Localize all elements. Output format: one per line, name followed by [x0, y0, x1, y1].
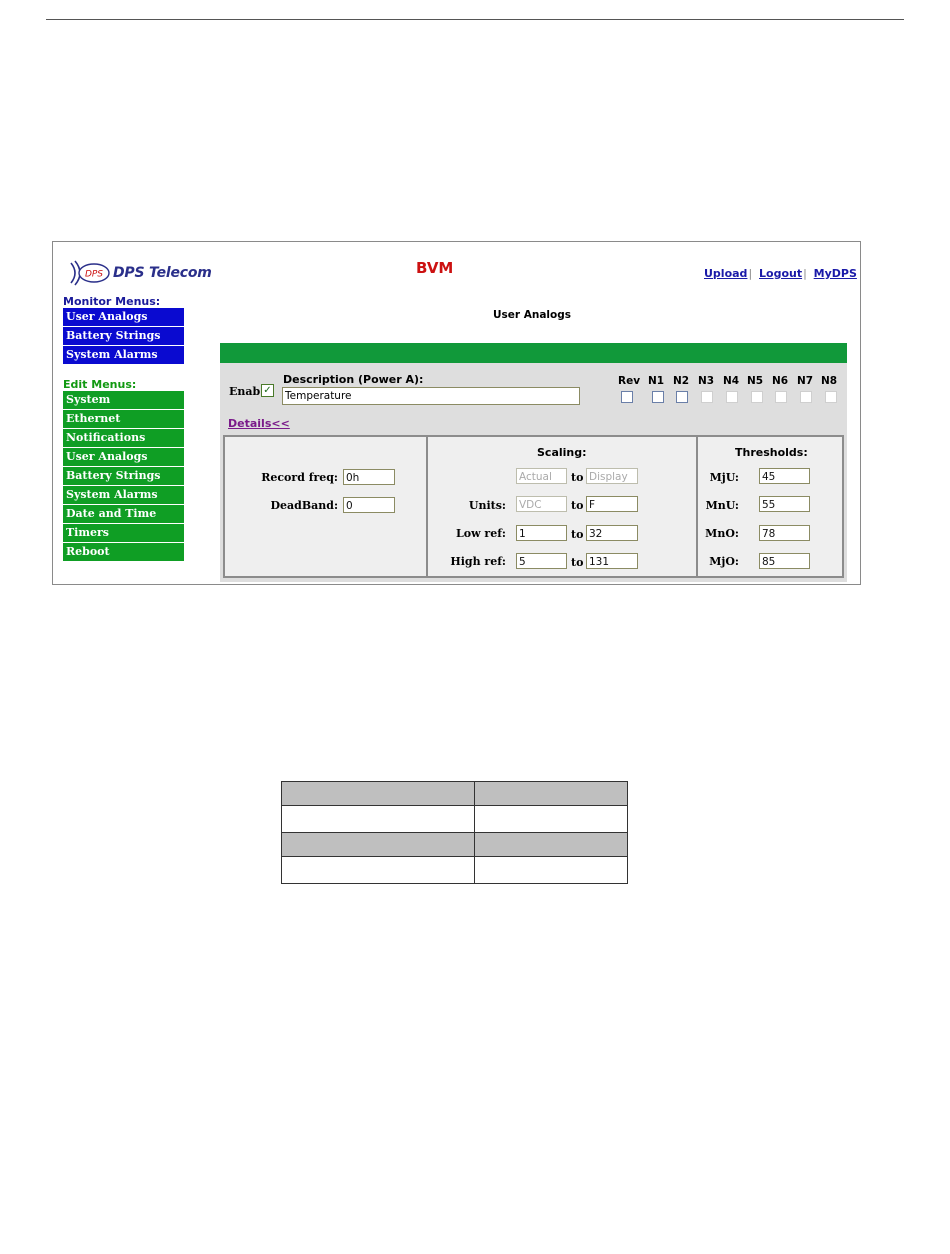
notify-checkbox-n6[interactable]: [775, 391, 787, 403]
edit-menu-item-ethernet[interactable]: Ethernet: [63, 410, 184, 428]
threshold-mno-label: MnO:: [705, 527, 739, 540]
edit-menu-item-notifications[interactable]: Notifications: [63, 429, 184, 447]
details-toggle-link[interactable]: Details<<: [228, 417, 290, 430]
notify-checkbox-n2[interactable]: [676, 391, 688, 403]
monitor-menu-heading: Monitor Menus:: [63, 295, 161, 308]
table-cell: [282, 833, 475, 857]
notify-checkbox-n4[interactable]: [726, 391, 738, 403]
app-title: BVM: [416, 259, 454, 277]
thresholds-box: [696, 435, 844, 578]
threshold-mju-input[interactable]: 45: [759, 468, 810, 484]
notify-label-n6: N6: [772, 375, 789, 387]
logout-link[interactable]: Logout: [759, 267, 803, 280]
deadband-input[interactable]: 0: [343, 497, 395, 513]
actual-header-field: Actual: [516, 468, 567, 484]
enable-label: Enab: [229, 385, 261, 398]
monitor-menu-item-system-alarms[interactable]: System Alarms: [63, 346, 184, 364]
logo-text: DPS Telecom: [113, 265, 212, 281]
dps-logo[interactable]: [69, 259, 212, 287]
edit-menu-item-user-analogs[interactable]: User Analogs: [63, 448, 184, 466]
notify-label-rev: Rev: [618, 375, 641, 387]
edit-menu-item-date-and-time[interactable]: Date and Time: [63, 505, 184, 523]
threshold-mnu-label: MnU:: [705, 499, 739, 512]
table-cell: [282, 806, 475, 833]
edit-menu-item-system[interactable]: System: [63, 391, 184, 409]
threshold-mjo-input[interactable]: 85: [759, 553, 810, 569]
table-row: [282, 857, 628, 884]
upload-link[interactable]: Upload: [704, 267, 748, 280]
notify-label-n5: N5: [747, 375, 764, 387]
threshold-mnu-input[interactable]: 55: [759, 496, 810, 512]
scaling-box: [426, 435, 698, 578]
to-label: to: [571, 471, 584, 484]
notify-label-n7: N7: [797, 375, 814, 387]
top-links: [704, 267, 857, 280]
deadband-label: DeadBand:: [270, 499, 338, 512]
to-label: to: [571, 556, 584, 569]
table-cell: [475, 806, 628, 833]
notify-label-n8: N8: [821, 375, 838, 387]
blank-table: [281, 781, 628, 884]
low-ref-actual-input[interactable]: 1: [516, 525, 567, 541]
threshold-mjo-label: MjO:: [709, 555, 739, 568]
record-freq-label: Record freq:: [261, 471, 338, 484]
units-actual-input[interactable]: VDC: [516, 496, 567, 512]
edit-menu-item-system-alarms[interactable]: System Alarms: [63, 486, 184, 504]
table-cell: [475, 857, 628, 884]
table-row: [282, 806, 628, 833]
checkmark-icon: ✓: [263, 385, 272, 396]
table-cell: [475, 833, 628, 857]
table-header-row: [282, 782, 628, 806]
notify-label-n4: N4: [723, 375, 740, 387]
description-label: Description (Power A):: [283, 373, 424, 386]
high-ref-display-input[interactable]: 131: [586, 553, 638, 569]
high-ref-actual-input[interactable]: 5: [516, 553, 567, 569]
units-display-input[interactable]: F: [586, 496, 638, 512]
screenshot-frame: [52, 241, 861, 585]
notify-checkbox-n5[interactable]: [751, 391, 763, 403]
notify-checkbox-rev[interactable]: [621, 391, 633, 403]
page-top-rule: [46, 19, 904, 20]
edit-menu: [63, 391, 184, 562]
scaling-title: Scaling:: [537, 446, 587, 459]
table-cell: [282, 782, 475, 806]
enable-checkbox[interactable]: [261, 384, 274, 397]
logo-mark-text: DPS: [84, 269, 104, 280]
edit-menu-item-reboot[interactable]: Reboot: [63, 543, 184, 561]
low-ref-display-input[interactable]: 32: [586, 525, 638, 541]
monitor-menu: [63, 308, 184, 365]
to-label: to: [571, 528, 584, 541]
edit-menu-heading: Edit Menus:: [63, 378, 137, 391]
thresholds-title: Thresholds:: [735, 446, 808, 459]
display-header-field: Display: [586, 468, 638, 484]
high-ref-label: High ref:: [450, 555, 506, 568]
threshold-mno-input[interactable]: 78: [759, 525, 810, 541]
edit-menu-item-timers[interactable]: Timers: [63, 524, 184, 542]
mydps-link[interactable]: MyDPS: [813, 267, 857, 280]
notify-checkbox-n7[interactable]: [800, 391, 812, 403]
notify-checkbox-n1[interactable]: [652, 391, 664, 403]
to-label: to: [571, 499, 584, 512]
notify-checkbox-n3[interactable]: [701, 391, 713, 403]
description-input[interactable]: Temperature: [282, 387, 580, 405]
table-cell: [475, 782, 628, 806]
monitor-menu-item-battery-strings[interactable]: Battery Strings: [63, 327, 184, 345]
header-bar: [220, 343, 847, 363]
dps-logo-icon: [69, 259, 111, 287]
page-heading: User Analogs: [493, 309, 571, 321]
analog-edit-panel: [220, 363, 847, 582]
notify-label-n3: N3: [698, 375, 715, 387]
link-separator: |: [748, 267, 753, 280]
threshold-mju-label: MjU:: [709, 471, 739, 484]
notify-label-n1: N1: [648, 375, 665, 387]
table-cell: [282, 857, 475, 884]
monitor-menu-item-user-analogs[interactable]: User Analogs: [63, 308, 184, 326]
units-label: Units:: [468, 499, 506, 512]
link-separator: |: [803, 267, 807, 280]
edit-menu-item-battery-strings[interactable]: Battery Strings: [63, 467, 184, 485]
table-header-row: [282, 833, 628, 857]
low-ref-label: Low ref:: [456, 527, 506, 540]
general-settings-box: [223, 435, 428, 578]
notify-checkbox-n8[interactable]: [825, 391, 837, 403]
notify-label-n2: N2: [673, 375, 690, 387]
record-freq-input[interactable]: 0h: [343, 469, 395, 485]
